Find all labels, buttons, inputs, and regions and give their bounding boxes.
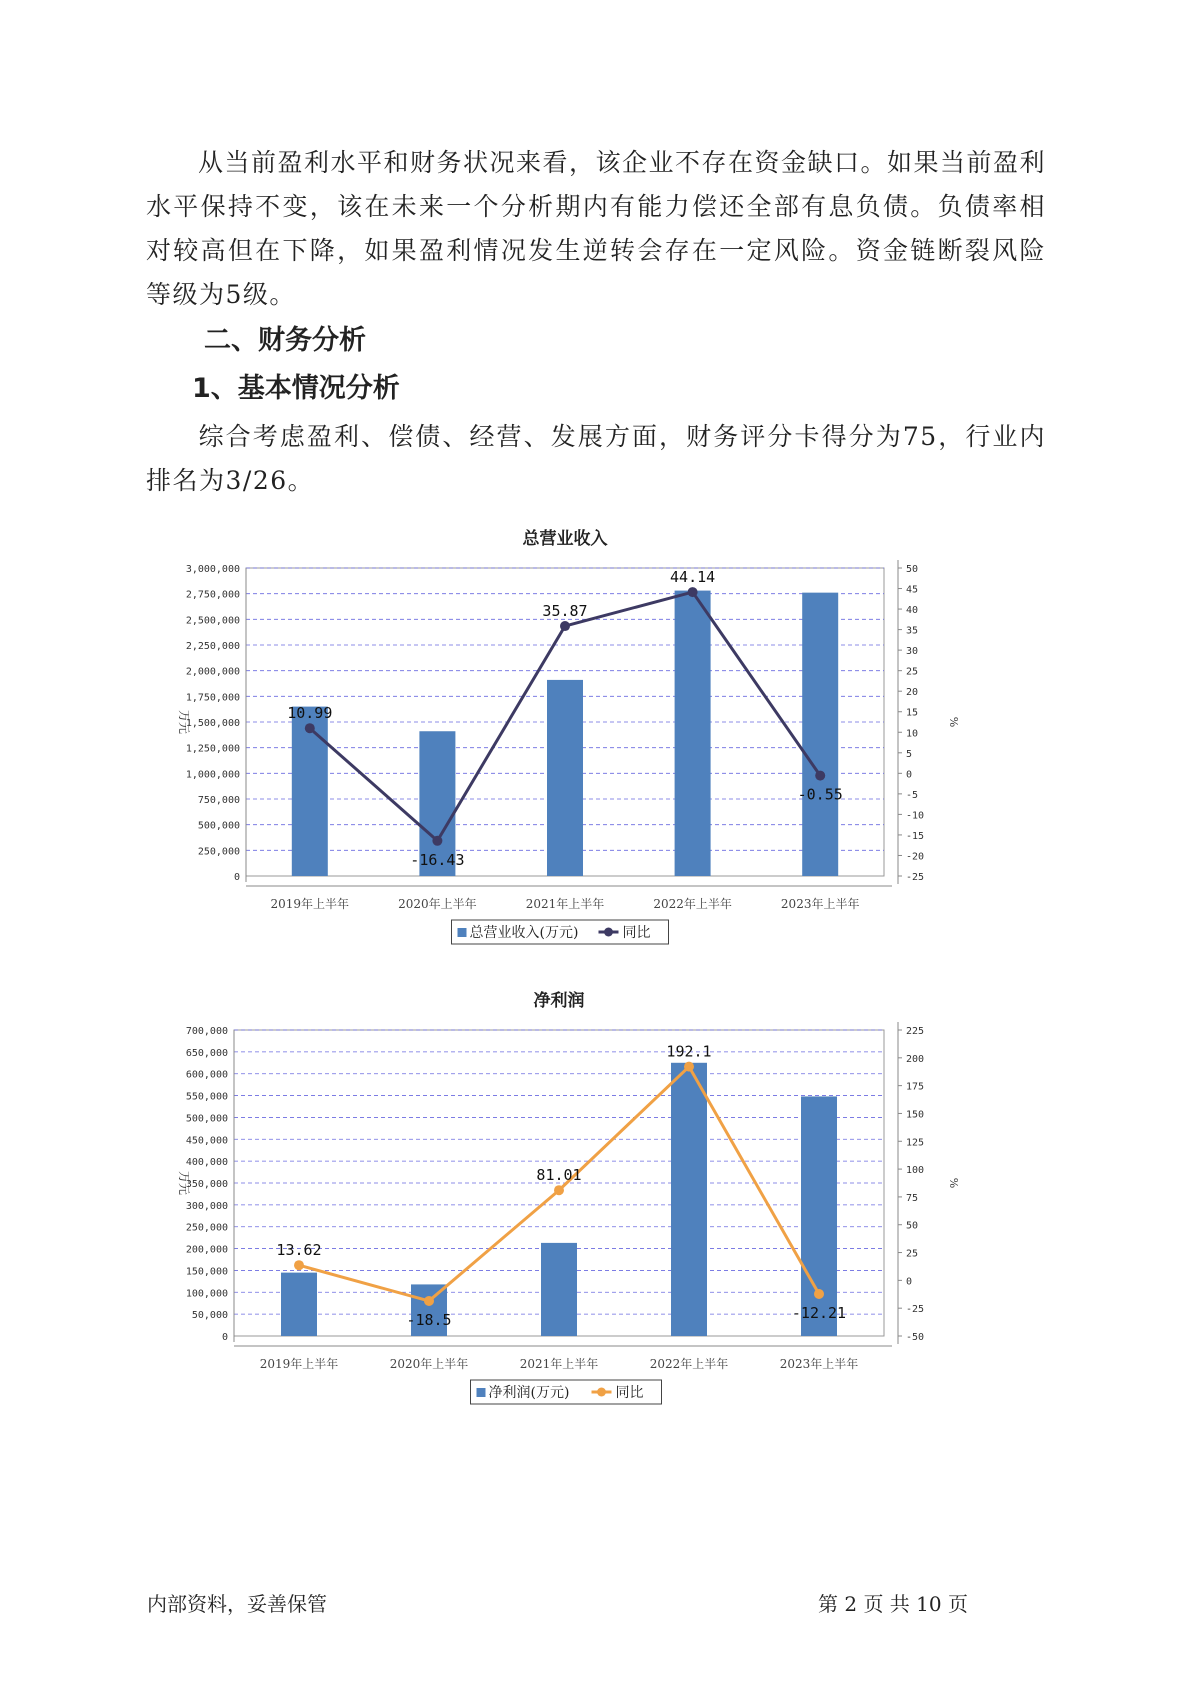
y2-tick-label: 175 xyxy=(906,1081,925,1093)
page-number: 第 2 页 共 10 页 xyxy=(818,1592,968,1616)
yoy-point xyxy=(560,621,570,631)
bar xyxy=(801,1096,837,1336)
yoy-data-label: 192.1 xyxy=(666,1042,712,1061)
y2-tick-label: 45 xyxy=(906,584,919,596)
x-tick-label: 2020年上半年 xyxy=(389,1357,469,1371)
chart-title: 总营业收入 xyxy=(522,529,608,549)
bar xyxy=(675,591,711,876)
y-tick-label: 650,000 xyxy=(185,1047,228,1059)
y-tick-label: 3,000,000 xyxy=(185,564,240,575)
footer-confidential: 内部资料，妥善保管 xyxy=(147,1592,327,1616)
yoy-data-label: -16.43 xyxy=(410,850,465,869)
summary-paragraph xyxy=(146,141,1046,317)
y2-tick-label: -25 xyxy=(906,872,925,883)
y-tick-label: 350,000 xyxy=(185,1179,228,1190)
y2-tick-label: 10 xyxy=(906,728,919,740)
legend-bar-swatch xyxy=(477,1388,486,1397)
section-heading: 二、财务分析 xyxy=(204,325,366,356)
revenue-chart xyxy=(170,520,1030,950)
y2-tick-label: 150 xyxy=(906,1109,925,1121)
yoy-point xyxy=(688,587,698,597)
score-text: 综合考虑盈利、偿债、经营、发展方面，财务评分卡得分为75，行业内排名为3/26。 xyxy=(146,422,1046,495)
y-tick-label: 1,750,000 xyxy=(185,692,240,704)
yoy-data-label: 13.62 xyxy=(276,1241,322,1260)
y-tick-label: 200,000 xyxy=(185,1244,228,1256)
x-tick-label: 2021年上半年 xyxy=(519,1357,599,1371)
y-tick-label: 550,000 xyxy=(185,1091,228,1103)
y-tick-label: 500,000 xyxy=(185,1113,228,1125)
legend-line-label: 同比 xyxy=(615,1385,644,1401)
x-tick-label: 2022年上半年 xyxy=(653,897,732,911)
y2-tick-label: -5 xyxy=(906,789,919,801)
y-tick-label: 50,000 xyxy=(191,1310,228,1322)
y2-tick-label: 30 xyxy=(906,646,919,658)
yoy-data-label: 35.87 xyxy=(542,602,588,621)
bar xyxy=(547,680,583,876)
yoy-point xyxy=(684,1062,694,1072)
y2-tick-label: 0 xyxy=(906,769,913,781)
net-profit-chart xyxy=(170,982,1030,1422)
y2-tick-label: 200 xyxy=(906,1053,925,1065)
y2-tick-label: 100 xyxy=(906,1165,925,1177)
x-tick-label: 2023年上半年 xyxy=(779,1357,859,1371)
y-tick-label: 2,500,000 xyxy=(185,615,240,627)
yoy-data-label: 10.99 xyxy=(287,704,333,723)
bar xyxy=(541,1243,577,1336)
y-tick-label: 750,000 xyxy=(197,795,240,806)
yoy-data-label: 81.01 xyxy=(536,1166,582,1185)
bar xyxy=(671,1063,707,1336)
y-tick-label: 2,750,000 xyxy=(185,589,240,601)
y2-tick-label: 25 xyxy=(906,1248,919,1260)
subsection-heading: 1、基本情况分析 xyxy=(192,373,400,404)
y-tick-label: 2,000,000 xyxy=(185,666,240,678)
yoy-data-label: -0.55 xyxy=(797,785,843,804)
y-tick-label: 2,250,000 xyxy=(185,641,240,652)
y2-tick-label: 15 xyxy=(906,707,919,719)
y-tick-label: 400,000 xyxy=(185,1157,228,1169)
yoy-point xyxy=(424,1296,434,1306)
y-tick-label: 500,000 xyxy=(197,820,240,832)
net-profit-chart-svg xyxy=(170,982,1030,1422)
y2-tick-label: 0 xyxy=(906,1276,913,1288)
y2-tick-label: -15 xyxy=(906,830,925,842)
y-tick-label: 100,000 xyxy=(185,1288,228,1300)
x-tick-label: 2019年上半年 xyxy=(259,1357,339,1371)
y2-tick-label: 35 xyxy=(906,625,919,637)
legend-line-label: 同比 xyxy=(622,925,651,941)
y-tick-label: 1,250,000 xyxy=(185,743,240,755)
yoy-point xyxy=(305,723,315,733)
y2-tick-label: 75 xyxy=(906,1192,919,1204)
x-tick-label: 2022年上半年 xyxy=(649,1357,729,1371)
y-tick-label: 0 xyxy=(233,872,240,883)
y-tick-label: 300,000 xyxy=(185,1200,228,1212)
y2-tick-label: -50 xyxy=(906,1332,925,1343)
bar xyxy=(802,593,838,876)
y-tick-label: 150,000 xyxy=(185,1266,228,1278)
legend-line-marker xyxy=(604,928,613,937)
score-paragraph xyxy=(146,415,1046,503)
y2-tick-label: 5 xyxy=(906,748,913,760)
yoy-point xyxy=(554,1185,564,1195)
bar xyxy=(281,1273,317,1336)
x-tick-label: 2020年上半年 xyxy=(398,897,477,911)
legend-bar-swatch xyxy=(458,928,467,937)
revenue-chart-svg xyxy=(170,520,1030,950)
y2-tick-label: 50 xyxy=(906,1220,919,1232)
yoy-point xyxy=(815,771,825,781)
y-axis-label: 万元 xyxy=(177,1170,191,1196)
chart-title: 净利润 xyxy=(533,991,585,1011)
legend-bar-label: 净利润(万元) xyxy=(488,1385,570,1401)
y2-tick-label: -20 xyxy=(906,851,925,863)
y2-axis-label: % xyxy=(947,716,960,728)
yoy-point xyxy=(294,1260,304,1270)
y2-tick-label: 50 xyxy=(906,564,919,575)
x-tick-label: 2019年上半年 xyxy=(270,897,350,911)
y2-tick-label: 25 xyxy=(906,666,919,678)
y2-tick-label: -10 xyxy=(906,810,925,822)
summary-text: 从当前盈利水平和财务状况来看，该企业不存在资金缺口。如果当前盈利水平保持不变，该在未来一个分析期内有能力偿还全部有息负债。负债率相对较高但在下降，如果盈利情况发生逆转会存在一定风险。资金链断裂风险等级为5级。 xyxy=(146,148,1047,309)
yoy-data-label: -12.21 xyxy=(791,1303,847,1322)
legend-line-marker xyxy=(597,1388,606,1397)
y2-tick-label: -25 xyxy=(906,1304,925,1316)
x-tick-label: 2021年上半年 xyxy=(525,897,605,911)
y-tick-label: 250,000 xyxy=(197,846,240,858)
yoy-data-label: -18.5 xyxy=(406,1310,452,1329)
yoy-point xyxy=(432,836,442,846)
y-tick-label: 700,000 xyxy=(185,1026,228,1037)
x-tick-label: 2023年上半年 xyxy=(780,897,860,911)
y2-tick-label: 125 xyxy=(906,1137,925,1149)
legend-bar-label: 总营业收入(万元) xyxy=(469,925,579,941)
y-tick-label: 450,000 xyxy=(185,1135,228,1147)
y-tick-label: 1,000,000 xyxy=(185,769,240,781)
legend xyxy=(452,920,669,944)
y2-tick-label: 40 xyxy=(906,605,919,617)
y-tick-label: 1,500,000 xyxy=(185,718,240,729)
y-tick-label: 250,000 xyxy=(185,1222,228,1234)
y2-tick-label: 225 xyxy=(906,1026,925,1037)
y-tick-label: 600,000 xyxy=(185,1069,228,1081)
y-axis-label: 万元 xyxy=(177,709,191,735)
y2-axis-label: % xyxy=(947,1177,960,1189)
y2-tick-label: 20 xyxy=(906,687,919,699)
yoy-data-label: 44.14 xyxy=(670,568,716,587)
y-tick-label: 0 xyxy=(221,1332,228,1343)
yoy-point xyxy=(814,1289,824,1299)
legend xyxy=(471,1380,662,1404)
